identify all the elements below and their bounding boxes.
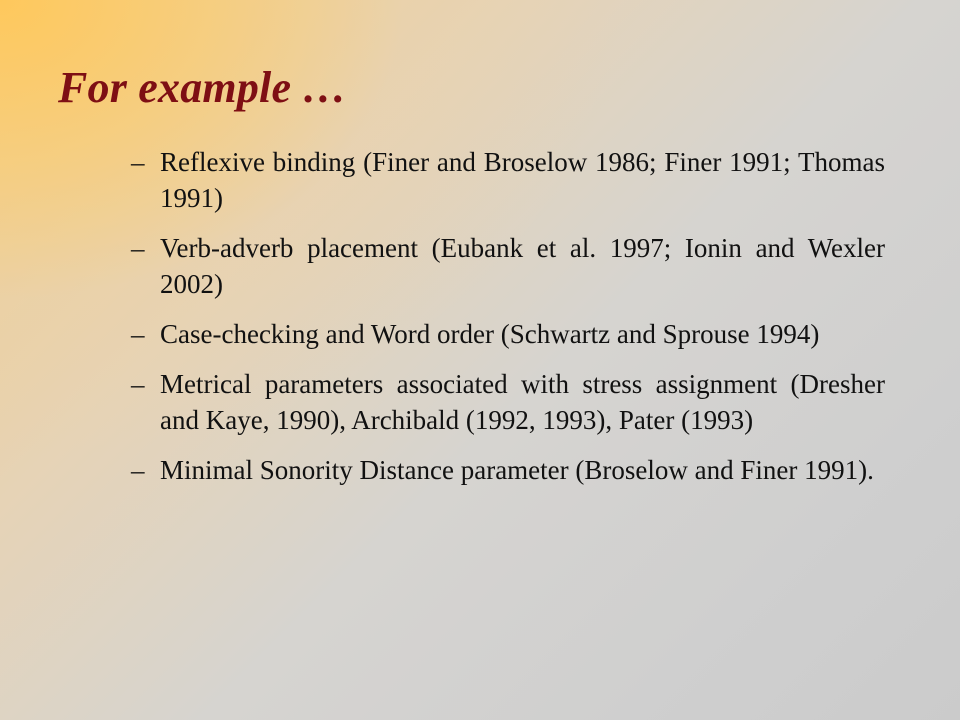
bullet-item xyxy=(131,366,885,438)
bullet-item xyxy=(131,452,885,488)
bullet-list xyxy=(131,144,885,502)
bullet-item xyxy=(131,230,885,302)
bullet-text: Verb-adverb placement (Eubank et al. 1997; Ionin and Wexler 2002) xyxy=(160,233,885,299)
bullet-dash: – xyxy=(131,233,145,263)
bullet-text: Metrical parameters associated with stress assignment (Dresher and Kaye, 1990), Archibald (1992, 1993), Pater (1993) xyxy=(160,369,885,435)
bullet-item xyxy=(131,316,885,352)
slide-title: For example … xyxy=(58,63,347,112)
bullet-text: Minimal Sonority Distance parameter (Broselow and Finer 1991). xyxy=(160,455,874,485)
bullet-text: Reflexive binding (Finer and Broselow 1986; Finer 1991; Thomas 1991) xyxy=(160,147,885,213)
bullet-item xyxy=(131,144,885,216)
bullet-dash: – xyxy=(131,455,145,485)
bullet-dash: – xyxy=(131,147,145,177)
bullet-dash: – xyxy=(131,319,145,349)
bullet-dash: – xyxy=(131,369,145,399)
bullet-text: Case-checking and Word order (Schwartz and Sprouse 1994) xyxy=(160,319,820,349)
